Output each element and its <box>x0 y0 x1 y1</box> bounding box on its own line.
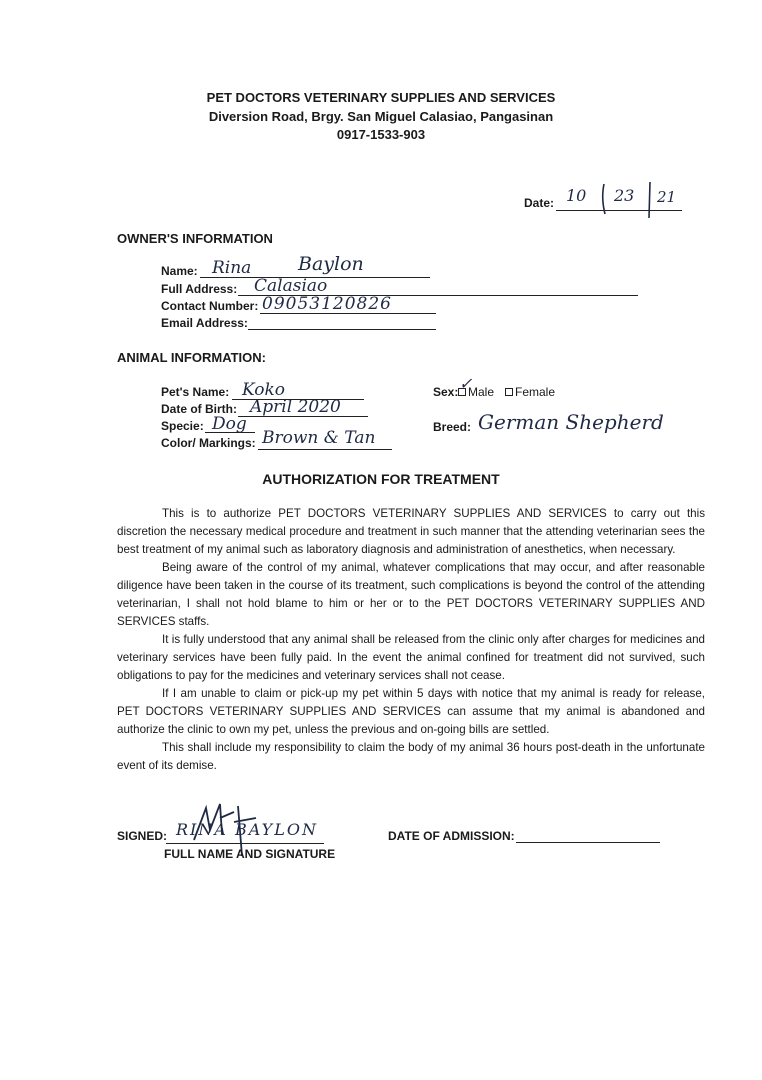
date-slash-2 <box>644 180 656 220</box>
admission-label: DATE OF ADMISSION: <box>388 829 515 843</box>
color-value: Brown & Tan <box>262 428 376 448</box>
sex-label: Sex: <box>433 385 459 399</box>
owner-section-title: OWNER'S INFORMATION <box>117 231 273 246</box>
authorization-title: AUTHORIZATION FOR TREATMENT <box>262 471 500 487</box>
owner-address-value: Calasiao <box>254 276 328 296</box>
male-check-mark: ✓ <box>459 374 473 393</box>
dob-label: Date of Birth: <box>161 402 237 416</box>
paragraph-3: It is fully understood that any animal shall be released from the clinic only after charges for medicines and veterinary services have been fully paid. In the event the animal confined for treatment did not survived, such obligations to pay for the medicines and veterinary services shall not cease. <box>117 633 705 682</box>
owner-name-last: Baylon <box>298 253 364 275</box>
owner-name-first: Rina <box>212 258 252 278</box>
signature-caption: FULL NAME AND SIGNATURE <box>164 847 336 861</box>
date-label: Date: <box>524 196 555 210</box>
animal-section-title: ANIMAL INFORMATION: <box>117 350 266 365</box>
owner-contact-label: Contact Number: <box>161 299 259 313</box>
specie-label: Specie: <box>161 419 204 433</box>
paragraph-4: If I am unable to claim or pick-up my pet within 5 days with notice that my animal is ready for release, PET DOCTORS VETERINARY SUPPLIES AND SERVICES can assume that my animal is abandoned and authorize the clinic to own my pet, unless the previous and on-going bills are settled. <box>117 687 705 736</box>
sex-male-label: Male <box>468 385 495 399</box>
date-year: 21 <box>657 188 677 206</box>
owner-address-label: Full Address: <box>161 282 238 296</box>
owner-contact-value: 09053120826 <box>262 294 392 314</box>
specie-value: Dog <box>212 414 247 434</box>
company-name: PET DOCTORS VETERINARY SUPPLIES AND SERVICES <box>206 90 556 105</box>
owner-email-line <box>248 329 436 330</box>
date-line <box>556 210 682 211</box>
company-address: Diversion Road, Brgy. San Miguel Calasiao, Pangasinan <box>208 109 554 124</box>
female-checkbox[interactable] <box>505 388 513 396</box>
pet-name-label: Pet's Name: <box>161 385 230 399</box>
pet-name-value: Koko <box>242 380 286 400</box>
paragraph-1: This is to authorize PET DOCTORS VETERINARY SUPPLIES AND SERVICES to carry out this discretion the necessary medical procedure and treatment in such manner that the attending veterinarian sees the best treatment of my animal such as laboratory diagnosis and administration of anesthetics, when necessary. <box>117 507 705 556</box>
company-phone: 0917-1533-903 <box>336 127 426 142</box>
breed-value: German Shepherd <box>478 410 664 434</box>
color-line <box>258 449 392 450</box>
breed-label: Breed: <box>433 420 472 434</box>
date-slash-1 <box>600 182 612 216</box>
sex-female-label: Female <box>515 385 556 399</box>
signed-label: SIGNED: <box>117 829 168 843</box>
date-day: 23 <box>614 186 635 205</box>
sex-option-female[interactable] <box>505 385 555 399</box>
authorization-body <box>117 505 705 775</box>
color-label: Color/ Markings: <box>161 436 256 450</box>
date-month: 10 <box>566 186 587 205</box>
dob-value: April 2020 <box>250 397 341 417</box>
owner-name-label: Name: <box>161 264 198 278</box>
owner-email-label: Email Address: <box>161 316 248 330</box>
admission-line <box>516 842 660 843</box>
paragraph-2: Being aware of the control of my animal, whatever complications that may occur, and after reasonable diligence have been taken in the course of its treatment, such complications is beyond the control of the attending veterinarian, I shall not hold blame to him or her or to the PET DOCTORS VETERINARY SUPPLIES AND SERVICES staffs. <box>117 561 705 628</box>
signed-name: RINA BAYLON <box>176 820 318 839</box>
paragraph-5: This shall include my responsibility to claim the body of my animal 36 hours post-death in the unfortunate event of its demise. <box>117 741 705 772</box>
